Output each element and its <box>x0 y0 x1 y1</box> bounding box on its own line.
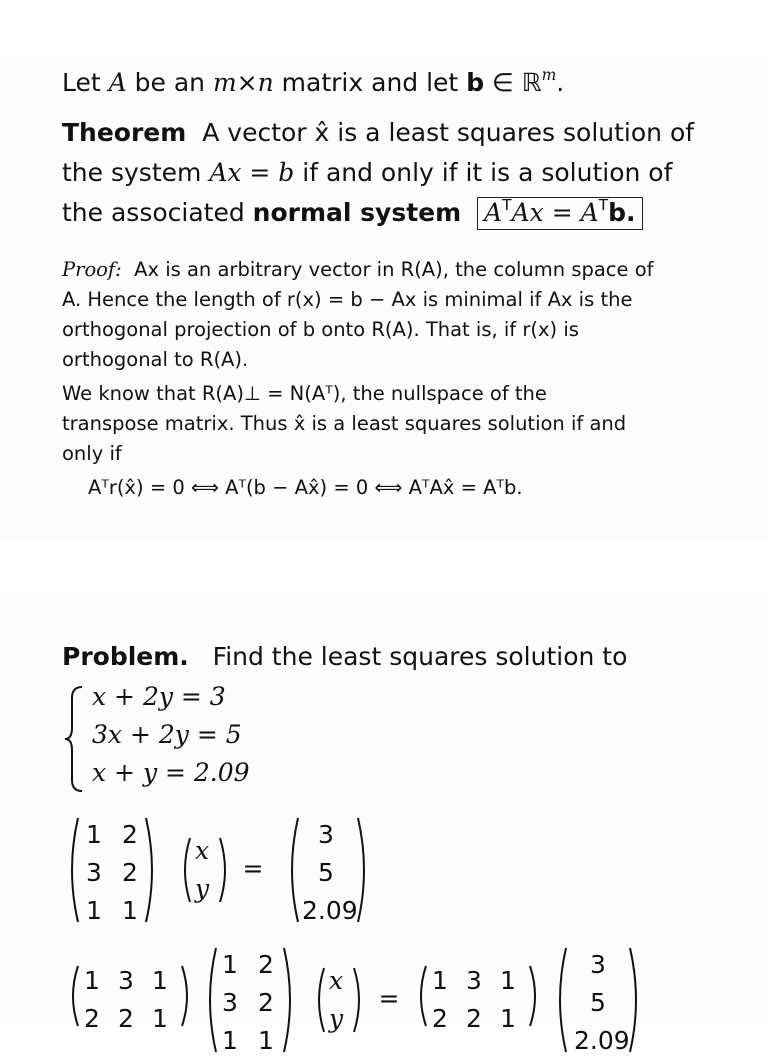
proof-line-4: orthogonal to R(A). <box>62 348 249 371</box>
system-eq-3 <box>92 758 250 787</box>
theorem-line-2 <box>62 158 672 187</box>
intro-reals: ℝ <box>521 68 542 97</box>
proof-line-6: transpose matrix. Thus x̂ is a least squares solution if and <box>62 412 627 435</box>
matrix-A-cell: 2 <box>258 988 274 1017</box>
matrix-A-cell: 1 <box>86 820 102 849</box>
proof-line-5: We know that R(A)⊥ = N(Aᵀ), the nullspace of the <box>62 382 547 405</box>
eq-b: b. <box>608 198 636 227</box>
equals-sign: = <box>378 984 400 1013</box>
system-eq-1-text: x + 2y = 3 <box>92 682 226 711</box>
matrix-A-cell: 2 <box>258 950 274 979</box>
matrix-A-cell: 2 <box>122 858 138 887</box>
vector-b-cell: 2.09 <box>302 896 358 925</box>
eq-T2: T <box>598 196 609 215</box>
intro-period: . <box>556 68 565 97</box>
matrix-AT-cell: 2 <box>466 1004 482 1033</box>
matrix-A-cell: 3 <box>222 988 238 1017</box>
theorem-text-3a: the associated <box>62 198 253 227</box>
proof-line-3: orthogonal projection of b onto R(A). That is, if r(x) is <box>62 318 579 341</box>
eq-A: A <box>484 198 503 227</box>
normal-equation-box <box>477 197 642 230</box>
intro-text-3: matrix and let <box>273 68 467 97</box>
vector-x-cell: x <box>328 966 344 995</box>
vector-b-cell: 3 <box>318 820 334 849</box>
intro-n: n <box>257 68 274 97</box>
matrix-A-cell: 3 <box>86 858 102 887</box>
proof-line-2: A. Hence the length of r(x) = b − Ax is minimal if Ax is the <box>62 288 633 311</box>
intro-in: ∈ <box>484 68 522 97</box>
theorem-text-2a: the system <box>62 158 210 187</box>
vector-y-cell: y <box>328 1004 344 1033</box>
eq-T1: T <box>502 196 512 215</box>
problem-slide <box>0 592 768 1055</box>
matrix-AT-cell: 1 <box>152 966 168 995</box>
eq-mid: Ax = A <box>511 198 599 227</box>
intro-vector-b: b <box>466 68 485 97</box>
normal-equation-parens <box>62 944 652 1056</box>
matrix-AT-cell: 2 <box>84 1004 100 1033</box>
matrix-A-cell: 2 <box>122 820 138 849</box>
system-eq-2 <box>92 720 242 749</box>
matrix-AT-cell: 1 <box>152 1004 168 1033</box>
problem-line <box>62 642 627 671</box>
intro-text-2: be an <box>126 68 213 97</box>
theorem-line-1 <box>62 118 694 147</box>
theorem-line-3 <box>62 198 643 227</box>
intro-m: m <box>212 68 237 97</box>
intro-matrix-A: A <box>108 68 127 97</box>
vector-y-cell: y <box>194 874 210 903</box>
proof-line-1 <box>62 258 654 281</box>
matrix-AT-cell: 1 <box>432 966 448 995</box>
system-eq-3-text: x + y = 2.09 <box>92 758 250 787</box>
vector-b-cell: 5 <box>590 988 606 1017</box>
problem-text: Find the least squares solution to <box>212 642 628 671</box>
theorem-equation: Ax = b <box>209 158 295 187</box>
matrix-A-cell: 1 <box>222 1026 238 1055</box>
vector-b-cell: 2.09 <box>574 1026 630 1055</box>
matrix-A-cell: 1 <box>222 950 238 979</box>
theorem-text-1: A vector x̂ is a least squares solution of <box>202 118 695 147</box>
matrix-AT-cell: 3 <box>118 966 134 995</box>
matrix-A-cell: 1 <box>258 1026 274 1055</box>
proof-line-7: only if <box>62 442 122 465</box>
matrix-AT-cell: 2 <box>118 1004 134 1033</box>
intro-line <box>62 68 564 97</box>
proof-label: Proof: <box>62 258 122 281</box>
matrix-AT-cell: 2 <box>432 1004 448 1033</box>
vector-b-cell: 3 <box>590 950 606 979</box>
theorem-slide <box>0 62 768 540</box>
theorem-label: Theorem <box>62 118 187 147</box>
matrix-AT-cell: 1 <box>500 1004 516 1033</box>
system-brace <box>62 684 86 794</box>
matrix-A-cell: 1 <box>122 896 138 925</box>
matrix-AT-cell: 1 <box>84 966 100 995</box>
normal-system-label: normal system <box>252 198 462 227</box>
matrix-AT-cell: 3 <box>466 966 482 995</box>
vector-x-cell: x <box>194 836 210 865</box>
intro-text-1: Let <box>62 68 109 97</box>
theorem-text-2c: if and only if it is a solution of <box>294 158 673 187</box>
intro-times: × <box>236 68 258 97</box>
proof-equation-chain: Aᵀr(x̂) = 0 ⟺ Aᵀ(b − Ax̂) = 0 ⟺ AᵀAx̂ = Aᵀb. <box>88 476 523 499</box>
matrix-AT-cell: 1 <box>500 966 516 995</box>
system-eq-2-text: 3x + 2y = 5 <box>92 720 242 749</box>
matrix-A-cell: 1 <box>86 896 102 925</box>
vector-b-cell: 5 <box>318 858 334 887</box>
intro-exponent: m <box>541 66 557 85</box>
problem-label: Problem. <box>62 642 189 671</box>
equals-sign: = <box>242 854 264 883</box>
system-eq-1 <box>92 682 226 711</box>
proof-text-1: Ax is an arbitrary vector in R(A), the column space of <box>134 258 654 281</box>
